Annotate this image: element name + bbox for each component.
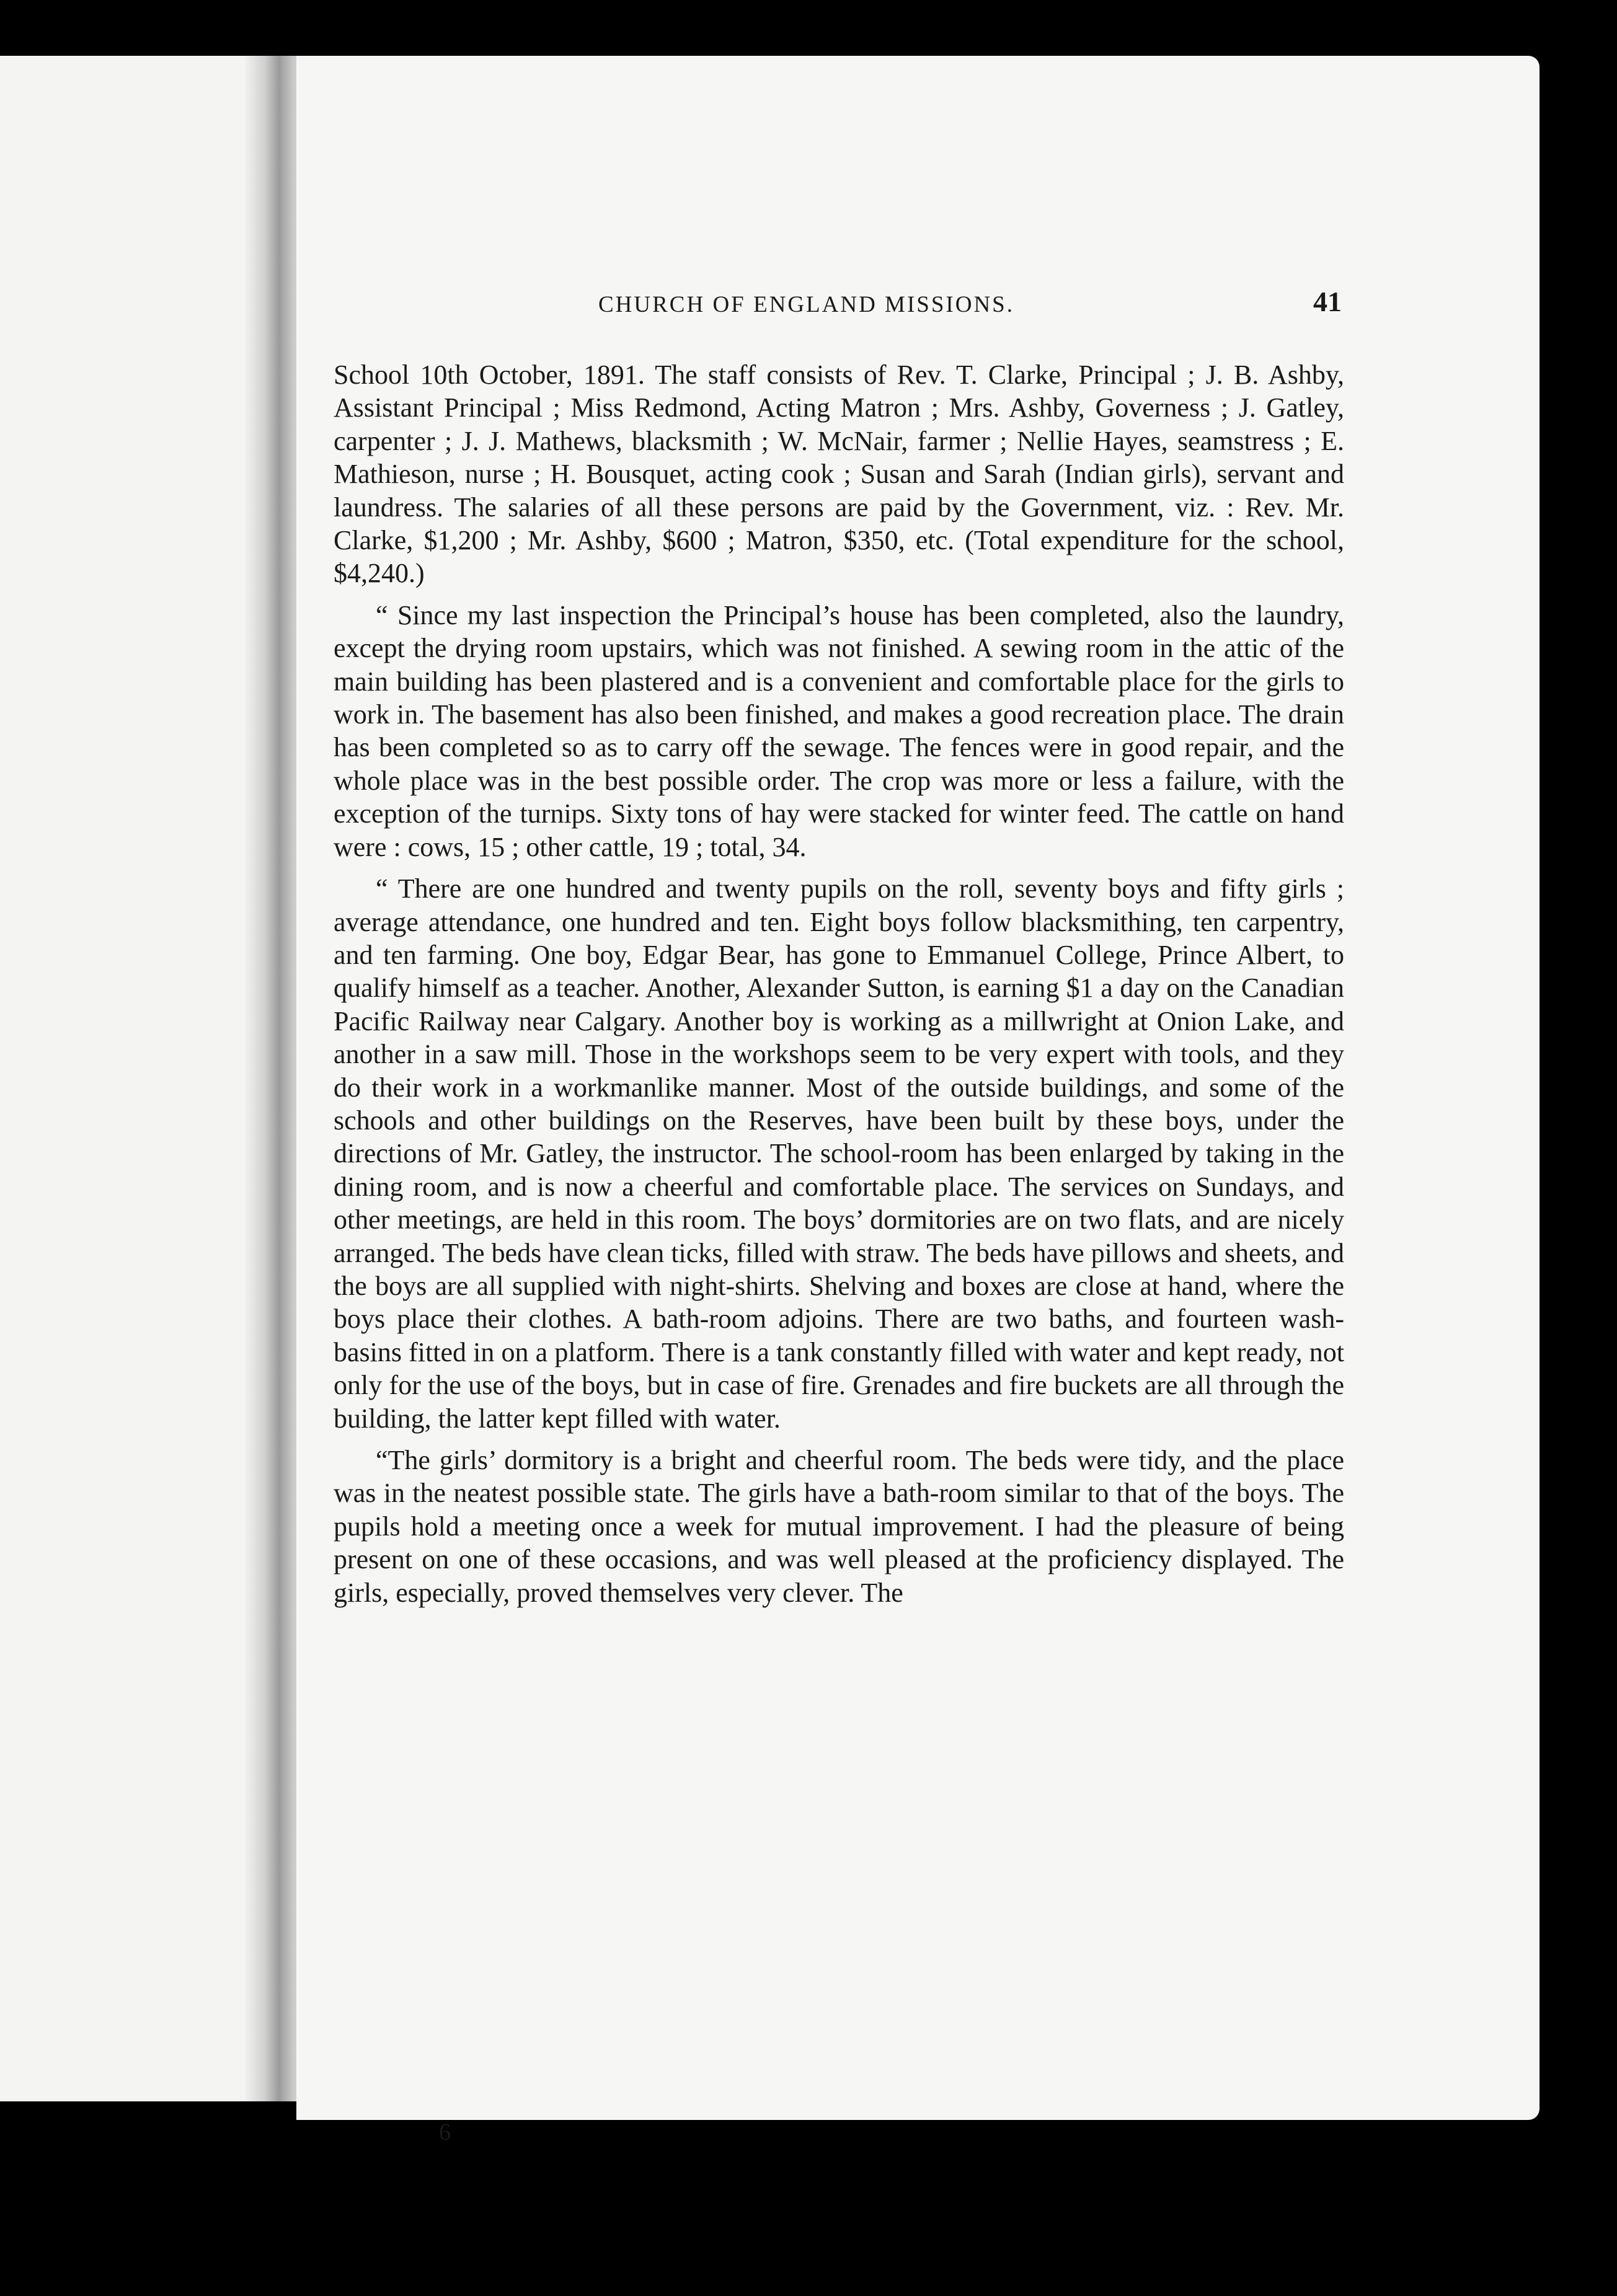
- body-text: [334, 358, 1344, 1609]
- paragraph-2: “ Since my last inspection the Principal’s house has been completed, also the laundry, except the drying room upstairs, which was not finished. A sewing room in the attic of the main building has been plastered and is a convenient and comfortable place for the girls to work in. The basement has also been finished, and makes a good recreation place. The drain has been completed so as to carry off the sewage. The fences were in good repair, and the whole place was in the best possible order. The crop was more or less a failure, with the exception of the turnips. Sixty tons of hay were stacked for winter feed. The cattle on hand were : cows, 15 ; other cattle, 19 ; total, 34.: [334, 599, 1344, 862]
- paragraph-3: “ There are one hundred and twenty pupils on the roll, seventy boys and fifty girls ; average attendance, one hundred and ten. Eight boys follow blacksmithing, ten carpentry, and ten farming. One boy, Edgar Bear, has gone to Emmanuel College, Prince Albert, to qualify himself as a teacher. Another, Alexander Sutton, is earning $1 a day on the Canadian Pacific Railway near Calgary. Another boy is working as a millwright at Onion Lake, and another in a saw mill. Those in the workshops seem to be very expert with tools, and they do their work in a workmanlike manner. Most of the outside buildings, and some of the schools and other buildings on the Reserves, have been built by these boys, under the directions of Mr. Gatley, the instructor. The school-room has been enlarged by taking in the dining room, and is now a cheerful and comfortable place. The services on Sundays, and other meetings, are held in this room. The boys’ dormitories are on two flats, and are nicely arranged. The beds have clean ticks, filled with straw. The beds have pillows and sheets, and the boys are all supplied with night-shirts. Shelving and boxes are close at hand, where the boys place their clothes. A bath-room adjoins. There are two baths, and fourteen wash-basins fitted in on a platform. There is a tank constantly filled with water and kept ready, not only for the use of the boys, but in case of fire. Grenades and fire buckets are all through the building, the latter kept filled with water.: [334, 873, 1344, 1434]
- page-number: 41: [1313, 286, 1342, 317]
- paragraph-1: School 10th October, 1891. The staff consists of Rev. T. Clarke, Principal ; J. B. Ashby, Assistant Principal ; Miss Redmond, Acting Matron ; Mrs. Ashby, Governess ; J. Gatley, carpenter ; J. J. Mathews, blacksmith ; W. McNair, farmer ; Nellie Hayes, seamstress ; E. Mathieson, nurse ; H. Bousquet, acting cook ; Susan and Sarah (Indian girls), servant and laundress. The salaries of all these persons are paid by the Government, viz. : Rev. Mr. Clarke, $1,200 ; Mr. Ashby, $600 ; Matron, $350, etc. (Total expenditure for the school, $4,240.): [334, 360, 1344, 589]
- paragraph-4: “The girls’ dormitory is a bright and cheerful room. The beds were tidy, and the place was in the neatest possible state. The girls have a bath-room similar to that of the boys. The pupils hold a meeting once a week for mutual improvement. I had the pleasure of being present on one of these occasions, and was well pleased at the proficiency displayed. The girls, especially, proved themselves very clever. The: [334, 1445, 1344, 1608]
- signature-mark: 6: [439, 2119, 451, 2145]
- running-header: CHURCH OF ENGLAND MISSIONS.: [598, 292, 1015, 317]
